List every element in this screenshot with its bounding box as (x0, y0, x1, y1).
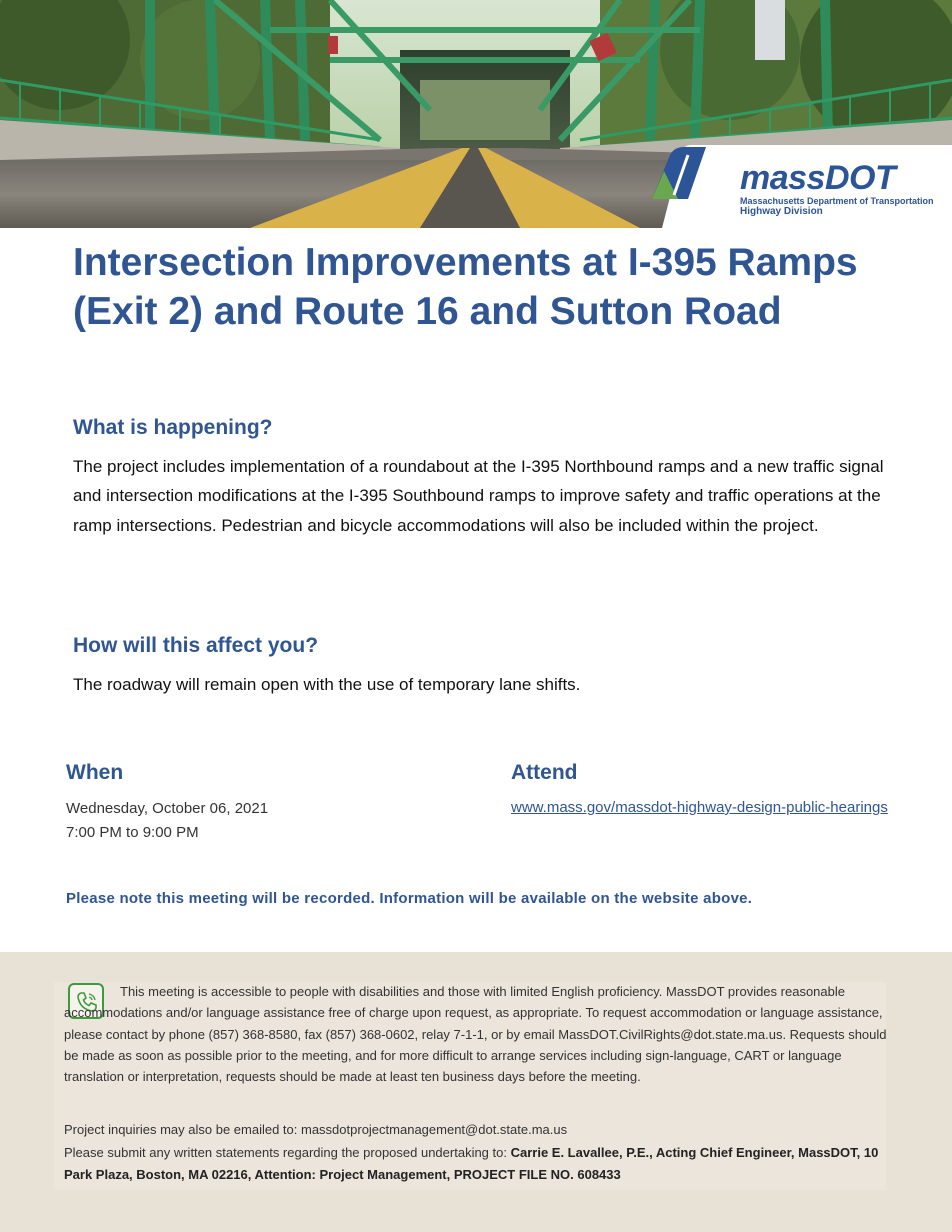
what-heading: What is happening? (73, 416, 273, 439)
page-title: Intersection Improvements at I-395 Ramps (Exit 2) and Route 16 and Sutton Road (73, 241, 858, 333)
affect-body: The roadway will remain open with the use of temporary lane shifts. (73, 675, 581, 694)
statements-lead: Please submit any written statements regarding the proposed undertaking to: (64, 1144, 511, 1160)
what-body: The project includes implementation of a roundabout at the I-395 Northbound ramps and a new traffic signal and intersection modifications at the I-395 Southbound ramps to improve safety and traffic operations at the ramp intersections. Pedestrian and bicycle accommodations will also be included within the project. (73, 457, 884, 535)
statements-line (64, 1142, 904, 1187)
when-date: Wednesday, October 06, 2021 (66, 800, 269, 817)
when-heading: When (66, 761, 124, 784)
attend-link[interactable]: www.mass.gov/massdot-highway-design-public-hearings (511, 799, 888, 816)
affect-heading: How will this affect you? (73, 634, 319, 657)
highway-icon (648, 145, 710, 201)
logo-division: Highway Division (740, 206, 823, 217)
accessibility-statement: This meeting is accessible to people with disabilities and those with limited English proficiency. MassDOT provides reasonable accommodations and/or language assistance free of charge upon request, as appropriate. To request accommodation or language assistance, please contact by phone (857) 368-8580, fax (857) 368-0602, relay 7-1-1, or by email MassDOT.CivilRights@dot.state.ma.us. Requests should be made as soon as possible prior to the meeting, and for more difficult to arrange services including sign-language, CART or language translation or interpretation, requests should be made at least ten business days before the meeting. (64, 984, 887, 1085)
inquiry-block (64, 1119, 904, 1187)
when-time: 7:00 PM to 9:00 PM (66, 824, 199, 841)
logo-wordmark: massDOT (740, 159, 896, 197)
massdot-logo (648, 145, 952, 228)
recording-note: Please note this meeting will be recorded. Information will be available on the website above. (66, 890, 753, 907)
logo-department: Massachusetts Department of Transportation (740, 196, 934, 206)
statements-address: Carrie E. Lavallee, P.E., Acting Chief Engineer, MassDOT, 10 Park Plaza, Boston, MA 02216, Attention: Project Management, PROJECT FILE NO. 608433 (64, 1144, 879, 1183)
attend-heading: Attend (511, 761, 578, 784)
inquiry-email-line: Project inquiries may also be emailed to: massdotprojectmanagement@dot.state.ma.us (64, 1122, 568, 1137)
